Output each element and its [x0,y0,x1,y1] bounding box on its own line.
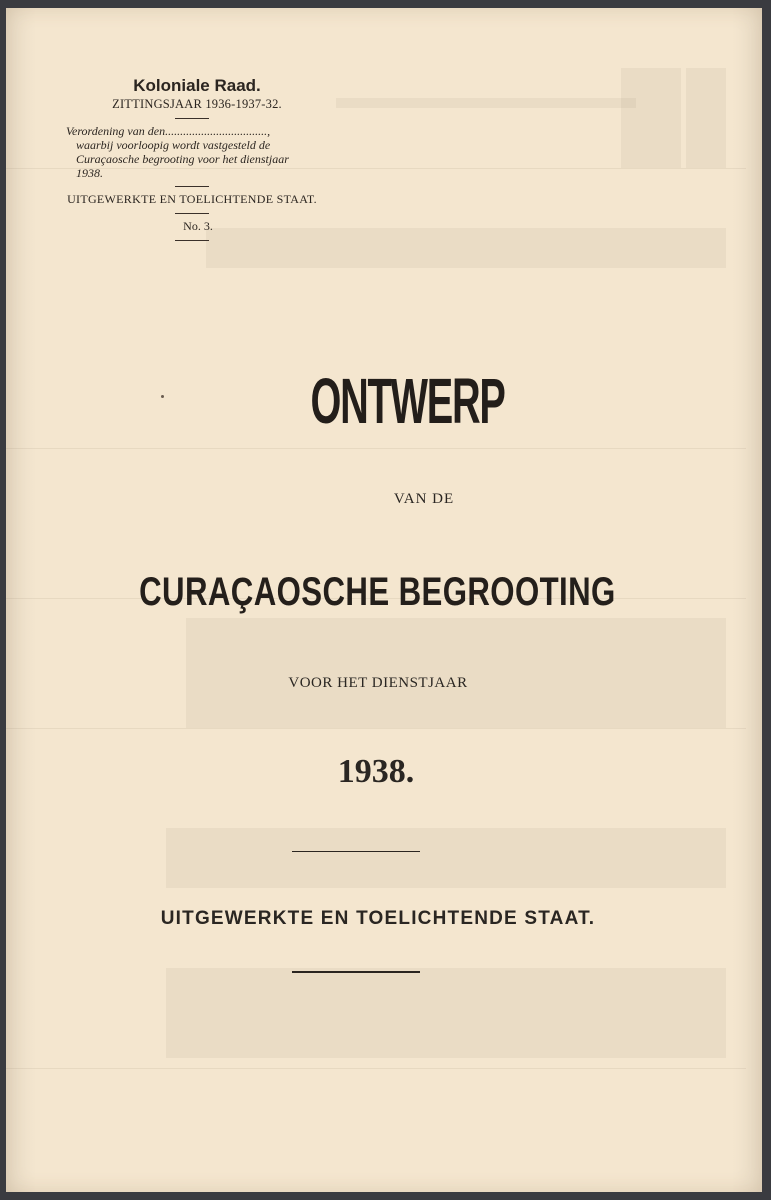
header-divider [175,118,209,119]
bleed-through-text-block [186,618,726,728]
divider-rule [292,851,420,852]
bleed-through-rule [6,728,746,729]
divider-rule [292,971,420,973]
bleed-through-column-right [686,68,726,168]
ordinance-line: Verordening van den.................................., [66,124,271,138]
header-block [56,76,328,246]
ordinance-line: Curaçaosche begrooting voor het dienstjaar [76,152,289,166]
header-divider [175,213,209,214]
bleed-through-header-band [336,98,636,108]
ordinance-text [56,124,328,180]
bleed-through-column [621,68,681,168]
session-year: ZITTINGSJAAR 1936-1937-32. [112,97,282,111]
ink-speck [161,395,164,398]
bleed-through-text-block [166,828,726,888]
header-statement: UITGEWERKTE EN TOELICHTENDE STAAT. [67,192,317,206]
ordinance-line: waarbij voorloopig wordt vastgesteld de [76,138,271,152]
header-divider [175,240,209,241]
document-number: No. 3. [183,219,213,233]
bleed-through-rule [6,1068,746,1069]
ordinance-line: 1938. [76,166,103,180]
bleed-through-rule [6,448,746,449]
header-divider [175,186,209,187]
budget-year: 1938. [337,753,415,790]
subtitle-van-de: VAN DE [393,491,455,507]
bleed-through-text-block [166,968,726,1058]
document-page [6,8,762,1192]
subtitle-dienstjaar: VOOR HET DIENSTJAAR [288,675,468,691]
budget-title: CURAÇAOSCHE BEGROOTING [139,570,616,614]
main-title: ONTWERP [310,365,505,437]
statement-title: UITGEWERKTE EN TOELICHTENDE STAAT. [160,908,596,929]
council-title: Koloniale Raad. [133,76,261,95]
